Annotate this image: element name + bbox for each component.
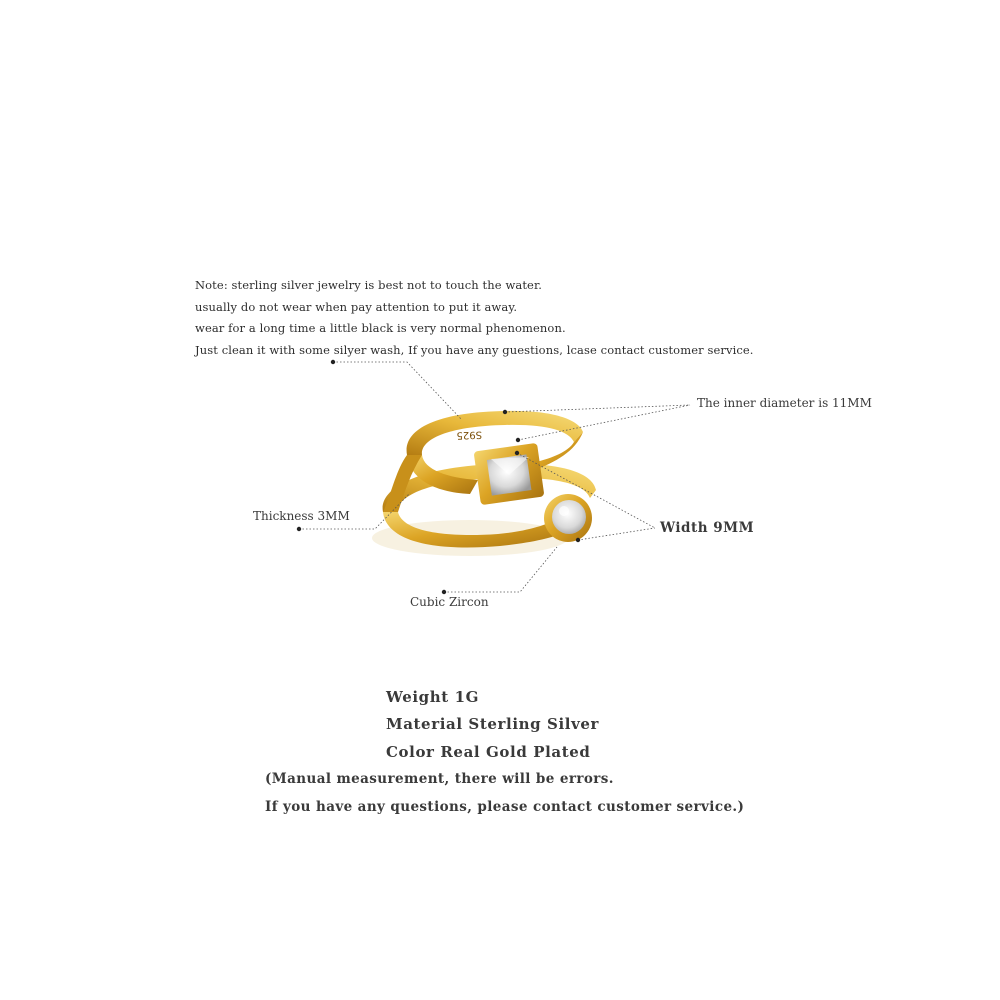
weight-spec: Weight 1G bbox=[386, 688, 480, 706]
disclaimer-line-2: If you have any questions, please contact customer service.) bbox=[265, 799, 745, 815]
care-note-line-1: Note: sterling silver jewelry is best not to touch the water. bbox=[195, 278, 543, 292]
upper-band-back bbox=[407, 411, 583, 455]
inner-diameter-label: The inner diameter is 11MM bbox=[697, 396, 872, 410]
thickness-label: Thickness 3MM bbox=[253, 509, 350, 523]
care-note-line-3: wear for a long time a little black is very normal phenomenon. bbox=[195, 321, 566, 335]
ring-stamp: S925 bbox=[456, 428, 483, 441]
width-label: Width 9MM bbox=[660, 520, 755, 536]
stone-sparkle bbox=[559, 506, 569, 516]
round-stone bbox=[552, 500, 586, 534]
color-spec: Color Real Gold Plated bbox=[386, 743, 591, 761]
care-note-line-2: usually do not wear when pay attention to put it away. bbox=[195, 300, 518, 314]
material-spec: Material Sterling Silver bbox=[386, 715, 600, 733]
disclaimer-line-1: (Manual measurement, there will be errors. bbox=[265, 771, 614, 787]
care-note-line-4: Just clean it with some silyer wash, If you have any guestions, lcase contact customer service. bbox=[195, 343, 754, 357]
cubic-zircon-label: Cubic Zircon bbox=[410, 595, 489, 609]
